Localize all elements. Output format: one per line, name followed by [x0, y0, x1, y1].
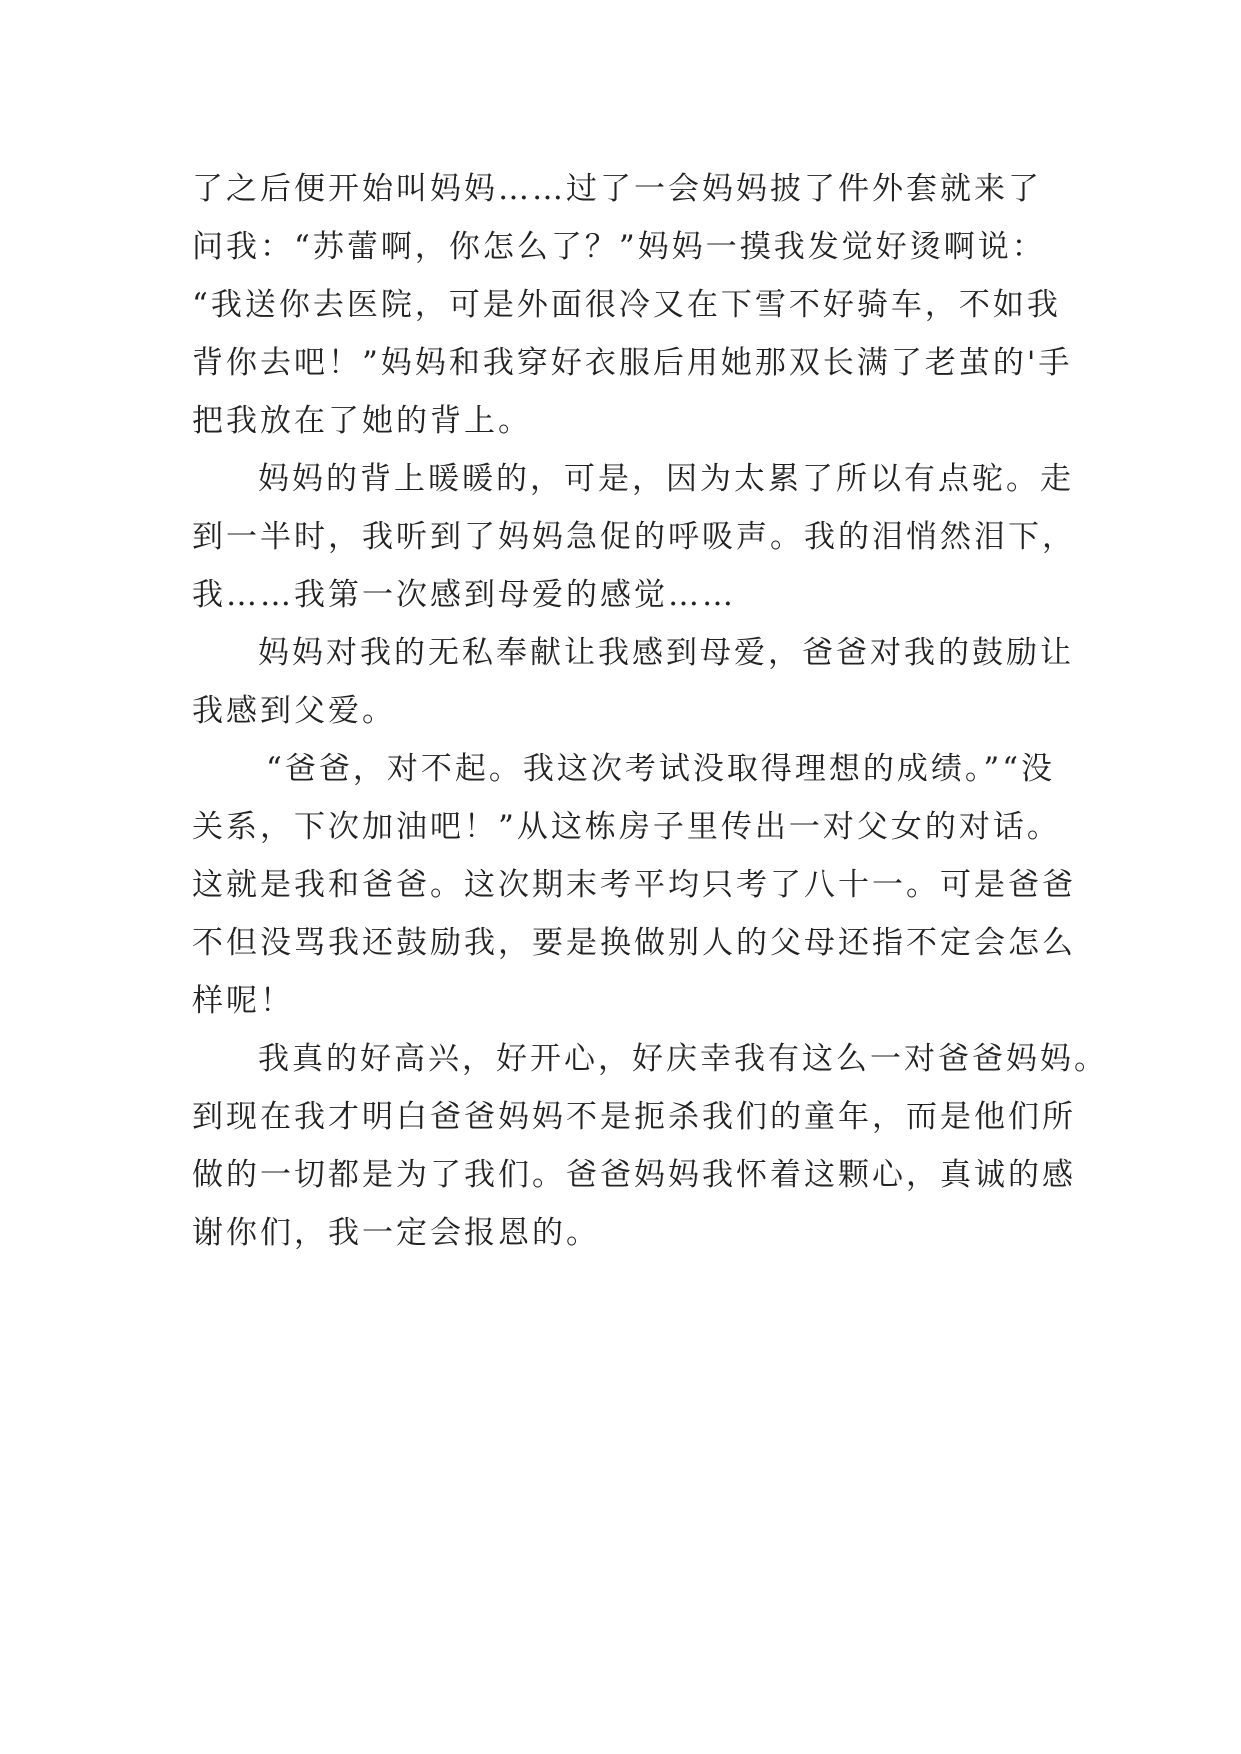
essay-body [192, 160, 1108, 1262]
text-line: “我送你去医院，可是外面很冷又在下雪不好骑车，不如我 [192, 287, 1061, 323]
text-line: 做的一切都是为了我们。爸爸妈妈我怀着这颗心，真诚的感 [192, 1157, 1076, 1193]
text-line: 问我：“苏蕾啊，你怎么了？”妈妈一摸我发觉好烫啊说： [192, 229, 1046, 265]
text-line: 到现在我才明白爸爸妈妈不是扼杀我们的童年，而是他们所 [192, 1099, 1076, 1135]
text-line: 了之后便开始叫妈妈……过了一会妈妈披了件外套就来了 [192, 171, 1042, 207]
text-line: 妈妈对我的无私奉献让我感到母爱，爸爸对我的鼓励让 [258, 635, 1074, 671]
text-line: 妈妈的背上暖暖的，可是，因为太累了所以有点驼。走 [258, 461, 1074, 497]
text-line: 关系，下次加油吧！”从这栋房子里传出一对父女的对话。 [192, 809, 1061, 845]
text-line: 样呢！ [192, 983, 294, 1019]
text-line: 背你去吧！”妈妈和我穿好衣服后用她那双长满了老茧的'手 [192, 345, 1073, 381]
text-line: 我感到父爱。 [192, 693, 396, 729]
text-line: 这就是我和爸爸。这次期末考平均只考了八十一。可是爸爸 [192, 867, 1076, 903]
text-line: “爸爸，对不起。我这次考试没取得理想的成绩。”“没 [266, 751, 1056, 787]
text-line: 把我放在了她的背上。 [192, 403, 532, 439]
text-line: 不但没骂我还鼓励我，要是换做别人的父母还指不定会怎么 [192, 925, 1076, 961]
text-line: 谢你们，我一定会报恩的。 [192, 1215, 600, 1251]
text-line: 我……我第一次感到母爱的感觉…… [192, 577, 736, 613]
text-line: 我真的好高兴，好开心，好庆幸我有这么一对爸爸妈妈。 [258, 1041, 1108, 1077]
text-line: 到一半时，我听到了妈妈急促的呼吸声。我的泪悄然泪下， [192, 519, 1076, 555]
